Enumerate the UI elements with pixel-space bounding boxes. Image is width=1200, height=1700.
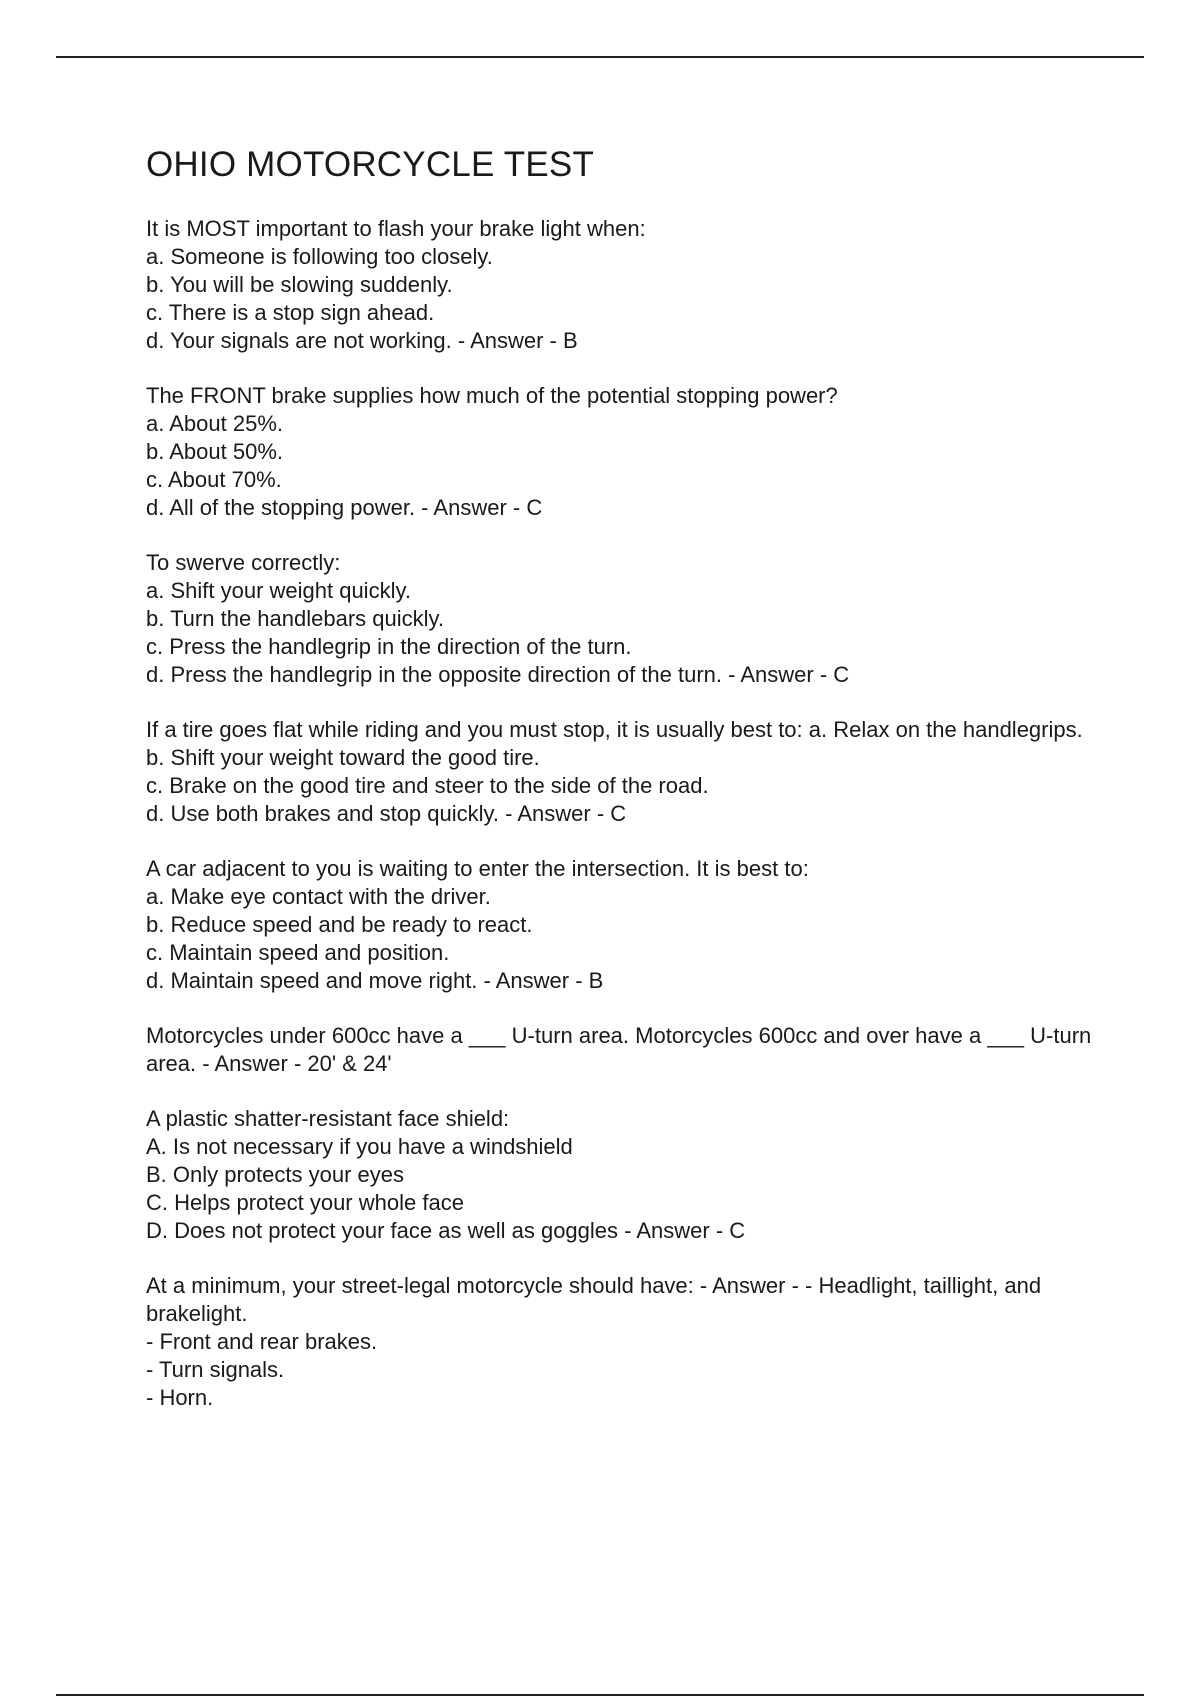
question-prompt: If a tire goes flat while riding and you must stop, it is usually best to: a. Relax on the handlegrips. [146,717,1083,742]
question-7 [146,1105,1096,1245]
question-prompt: The FRONT brake supplies how much of the potential stopping power? [146,383,838,408]
answer-option: b. You will be slowing suddenly. [146,272,453,297]
answer-option: b. Shift your weight toward the good tire. [146,745,540,770]
question-5 [146,855,1096,995]
answer-option: a. About 25%. [146,411,283,436]
answer-option: A. Is not necessary if you have a windshield [146,1134,573,1159]
answer-option: d. Maintain speed and move right. - Answer - B [146,968,604,993]
bottom-rule [56,1694,1144,1696]
answer-option: b. Reduce speed and be ready to react. [146,912,533,937]
answer-option: d. Use both brakes and stop quickly. - Answer - C [146,801,627,826]
answer-option: c. About 70%. [146,467,282,492]
answer-item: - Front and rear brakes. [146,1329,378,1354]
question-1 [146,215,1096,355]
answer-option: c. Maintain speed and position. [146,940,450,965]
answer-option: b. About 50%. [146,439,283,464]
question-prompt: To swerve correctly: [146,550,341,575]
answer-option: D. Does not protect your face as well as goggles - Answer - C [146,1218,746,1243]
answer-option: c. There is a stop sign ahead. [146,300,435,325]
question-4 [146,716,1096,828]
answer-item: - Horn. [146,1385,214,1410]
answer-option: c. Brake on the good tire and steer to the side of the road. [146,773,709,798]
question-prompt: A car adjacent to you is waiting to enter the intersection. It is best to: [146,856,809,881]
question-prompt: It is MOST important to flash your brake light when: [146,216,646,241]
question-6 [146,1022,1096,1078]
answer-option: a. Someone is following too closely. [146,244,493,269]
page-title: OHIO MOTORCYCLE TEST [146,145,595,184]
answer-option: C. Helps protect your whole face [146,1190,464,1215]
answer-option: a. Shift your weight quickly. [146,578,411,603]
answer-item: - Turn signals. [146,1357,285,1382]
answer-option: d. Press the handlegrip in the opposite direction of the turn. - Answer - C [146,662,850,687]
document-body [146,143,1096,1439]
top-rule [56,56,1144,58]
answer-option: d. Your signals are not working. - Answer - B [146,328,578,353]
answer-option: d. All of the stopping power. - Answer - C [146,495,543,520]
question-3 [146,549,1096,689]
question-8 [146,1272,1096,1412]
question-prompt: Motorcycles under 600cc have a ___ U-turn area. Motorcycles 600cc and over have a ___ U-turn area. - Answer - 20' & 24' [146,1023,1092,1076]
answer-option: a. Make eye contact with the driver. [146,884,491,909]
answer-option: B. Only protects your eyes [146,1162,404,1187]
answer-option: b. Turn the handlebars quickly. [146,606,444,631]
question-prompt: A plastic shatter-resistant face shield: [146,1106,510,1131]
answer-option: c. Press the handlegrip in the direction of the turn. [146,634,632,659]
question-2 [146,382,1096,522]
question-prompt: At a minimum, your street-legal motorcycle should have: - Answer - - Headlight, taillight, and brakelight. [146,1273,1042,1326]
